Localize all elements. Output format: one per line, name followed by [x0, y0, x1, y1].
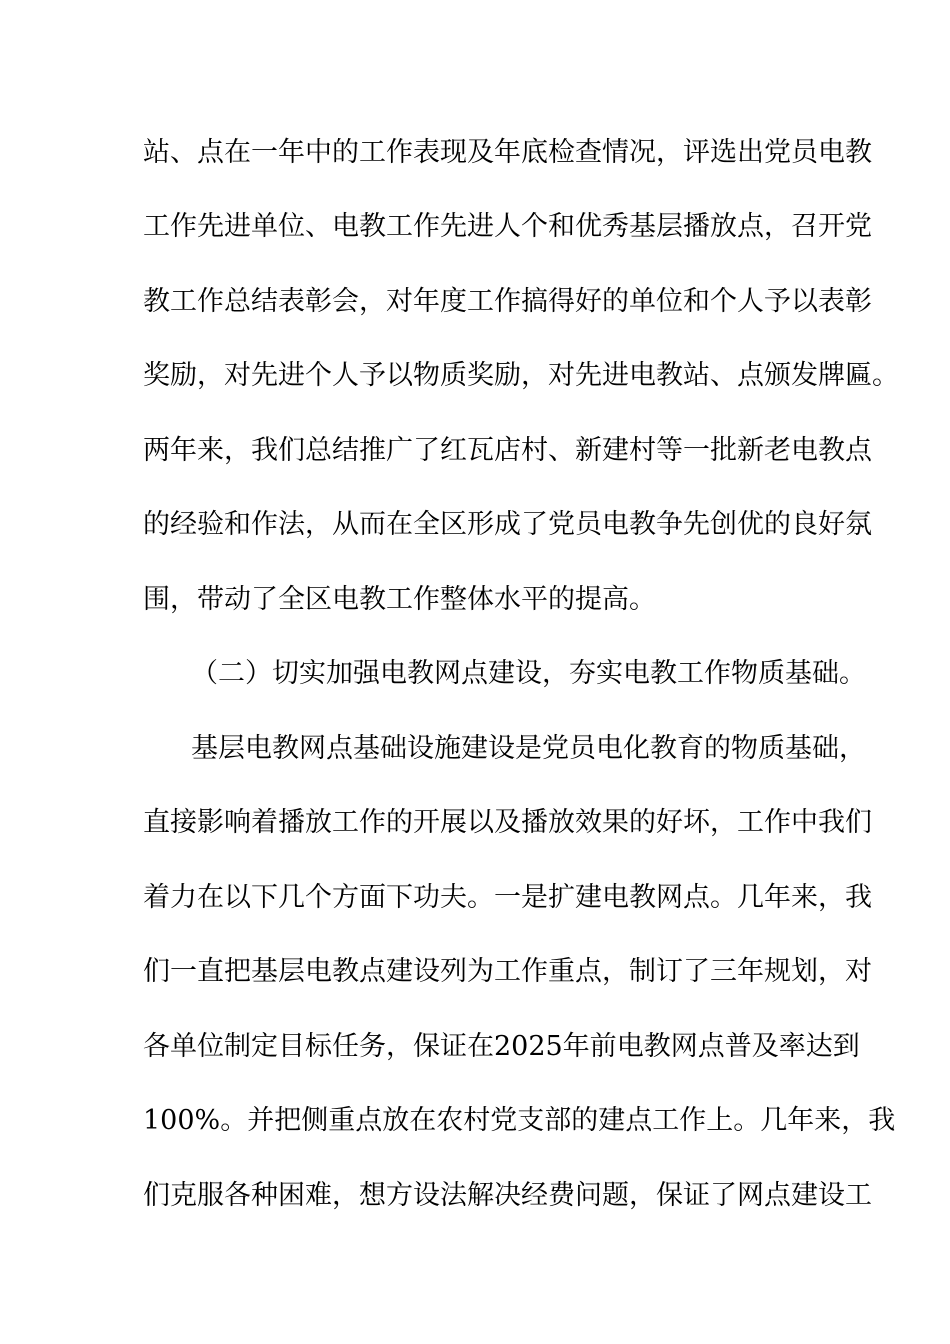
text-line: 奖励，对先进个人予以物质奖励，对先进电教站、点颁发牌匾。: [143, 360, 899, 391]
text-line: 围，带动了全区电教工作整体水平的提高。: [143, 584, 656, 615]
text-line: 两年来，我们总结推广了红瓦店村、新建村等一批新老电教点: [143, 435, 872, 466]
paragraph-first-line: 基层电教网点基础设施建设是党员电化教育的物质基础，: [191, 733, 866, 764]
section-heading: （二）切实加强电教网点建设，夯实电教工作物质基础。: [191, 658, 866, 689]
text-line: 各单位制定目标任务，保证在2025年前电教网点普及率达到: [143, 1031, 860, 1062]
text-line: 着力在以下几个方面下功夫。一是扩建电教网点。几年来，我: [143, 882, 872, 913]
text-line: 直接影响着播放工作的开展以及播放效果的好坏，工作中我们: [143, 807, 872, 838]
text-line: 们一直把基层电教点建设列为工作重点，制订了三年规划，对: [143, 956, 872, 987]
text-line: 们克服各种困难，想方设法解决经费问题，保证了网点建设工: [143, 1180, 872, 1211]
text-line: 教工作总结表彰会，对年度工作搞得好的单位和个人予以表彰: [143, 286, 872, 317]
text-line: 100%。并把侧重点放在农村党支部的建点工作上。几年来，我: [143, 1105, 896, 1136]
text-line: 的经验和作法，从而在全区形成了党员电教争先创优的良好氛: [143, 509, 872, 540]
text-line: 站、点在一年中的工作表现及年底检查情况，评选出党员电教: [143, 137, 872, 168]
text-line: 工作先进单位、电教工作先进人个和优秀基层播放点，召开党: [143, 211, 872, 242]
